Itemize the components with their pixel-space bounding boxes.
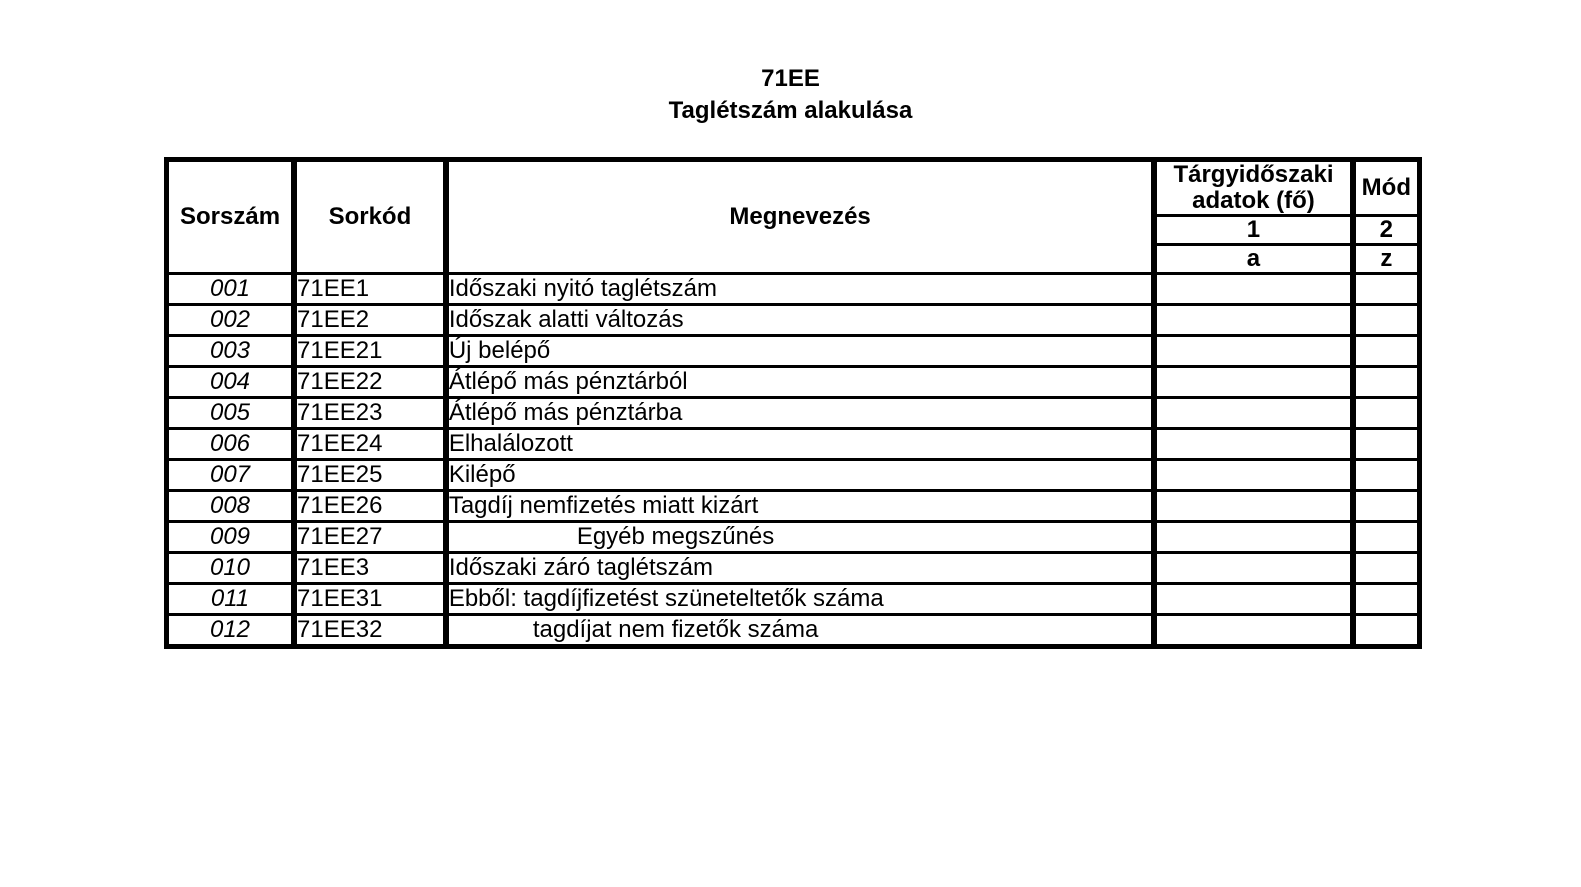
table-row [167, 491, 1420, 522]
row-value-cell[interactable] [1154, 367, 1352, 398]
row-sorkod: 71EE31 [294, 584, 446, 615]
row-sorszam: 007 [167, 460, 295, 491]
row-megnevezes: Kilépő [446, 460, 1154, 491]
header-mod: Mód [1353, 160, 1420, 216]
row-mod-cell[interactable] [1353, 429, 1420, 460]
table-row [167, 274, 1420, 305]
row-sorkod: 71EE24 [294, 429, 446, 460]
row-value-cell[interactable] [1154, 615, 1352, 647]
row-sorszam: 011 [167, 584, 295, 615]
row-sorszam: 008 [167, 491, 295, 522]
header-megnevezes: Megnevezés [446, 160, 1154, 274]
row-value-cell[interactable] [1154, 336, 1352, 367]
row-value-cell[interactable] [1154, 305, 1352, 336]
header-col2-letter: z [1353, 245, 1420, 274]
row-sorkod: 71EE26 [294, 491, 446, 522]
row-sorkod: 71EE27 [294, 522, 446, 553]
table-row [167, 553, 1420, 584]
header-targyidoszaki-adatok: Tárgyidőszaki adatok (fő) [1154, 160, 1352, 216]
row-megnevezes: Új belépő [446, 336, 1154, 367]
row-sorszam: 003 [167, 336, 295, 367]
form-code-title: 71EE [761, 65, 820, 92]
table-row [167, 615, 1420, 647]
row-sorszam: 012 [167, 615, 295, 647]
row-megnevezes: Átlépő más pénztárba [446, 398, 1154, 429]
row-sorkod: 71EE23 [294, 398, 446, 429]
row-megnevezes: Időszaki nyitó taglétszám [446, 274, 1154, 305]
row-sorszam: 009 [167, 522, 295, 553]
row-mod-cell[interactable] [1353, 398, 1420, 429]
row-mod-cell[interactable] [1353, 460, 1420, 491]
row-sorszam: 004 [167, 367, 295, 398]
row-sorszam: 005 [167, 398, 295, 429]
row-sorkod: 71EE32 [294, 615, 446, 647]
table-row [167, 584, 1420, 615]
header-sorszam: Sorszám [167, 160, 295, 274]
row-megnevezes: Egyéb megszűnés [446, 522, 1154, 553]
row-sorszam: 002 [167, 305, 295, 336]
row-mod-cell[interactable] [1353, 305, 1420, 336]
header-col2-number: 2 [1353, 216, 1420, 245]
row-megnevezes: Elhalálozott [446, 429, 1154, 460]
row-megnevezes: Időszaki záró taglétszám [446, 553, 1154, 584]
table-row [167, 398, 1420, 429]
table-row [167, 367, 1420, 398]
row-sorkod: 71EE21 [294, 336, 446, 367]
row-value-cell[interactable] [1154, 584, 1352, 615]
table-row [167, 336, 1420, 367]
header-sorkod: Sorkód [294, 160, 446, 274]
header-col1-letter: a [1154, 245, 1352, 274]
row-sorkod: 71EE22 [294, 367, 446, 398]
row-value-cell[interactable] [1154, 429, 1352, 460]
row-sorszam: 010 [167, 553, 295, 584]
taglétszam-table [164, 157, 1422, 649]
row-megnevezes: Tagdíj nemfizetés miatt kizárt [446, 491, 1154, 522]
row-value-cell[interactable] [1154, 491, 1352, 522]
row-sorkod: 71EE2 [294, 305, 446, 336]
row-mod-cell[interactable] [1353, 367, 1420, 398]
row-mod-cell[interactable] [1353, 491, 1420, 522]
row-value-cell[interactable] [1154, 460, 1352, 491]
row-sorszam: 001 [167, 274, 295, 305]
row-sorkod: 71EE25 [294, 460, 446, 491]
row-megnevezes: tagdíjat nem fizetők száma [446, 615, 1154, 647]
table-row [167, 429, 1420, 460]
row-value-cell[interactable] [1154, 398, 1352, 429]
row-mod-cell[interactable] [1353, 553, 1420, 584]
row-mod-cell[interactable] [1353, 336, 1420, 367]
table-row [167, 460, 1420, 491]
row-mod-cell[interactable] [1353, 274, 1420, 305]
row-sorkod: 71EE1 [294, 274, 446, 305]
form-name-title: Taglétszám alakulása [668, 97, 913, 124]
row-value-cell[interactable] [1154, 274, 1352, 305]
row-sorkod: 71EE3 [294, 553, 446, 584]
header-col1-number: 1 [1154, 216, 1352, 245]
row-value-cell[interactable] [1154, 522, 1352, 553]
row-megnevezes: Ebből: tagdíjfizetést szüneteltetők száma [446, 584, 1154, 615]
row-sorszam: 006 [167, 429, 295, 460]
row-megnevezes: Időszak alatti változás [446, 305, 1154, 336]
row-value-cell[interactable] [1154, 553, 1352, 584]
row-mod-cell[interactable] [1353, 584, 1420, 615]
row-mod-cell[interactable] [1353, 615, 1420, 647]
row-megnevezes: Átlépő más pénztárból [446, 367, 1154, 398]
table-row [167, 305, 1420, 336]
table-row [167, 522, 1420, 553]
row-mod-cell[interactable] [1353, 522, 1420, 553]
